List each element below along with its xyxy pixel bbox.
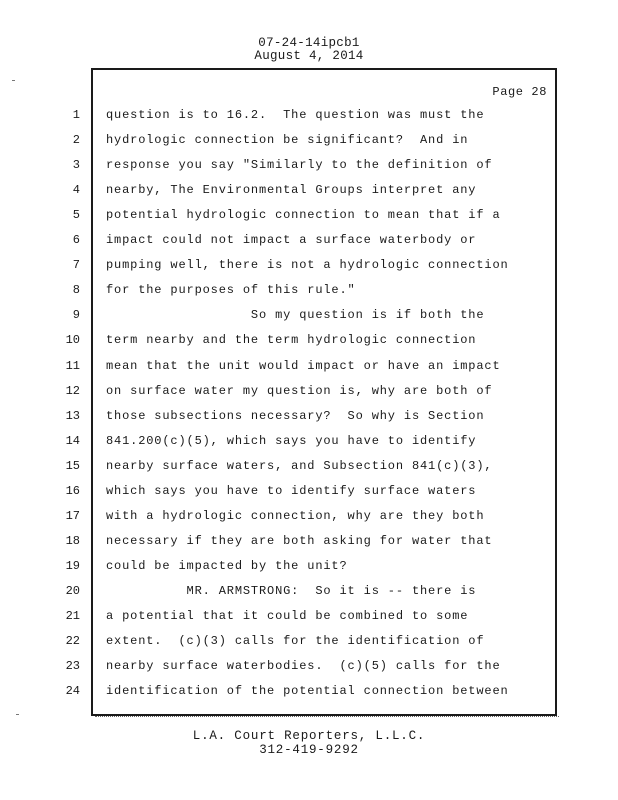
line-number: 15 (65, 459, 80, 473)
line-number: 6 (72, 233, 80, 247)
transcript-line-text: nearby surface waterbodies. (c)(5) calls for the (106, 659, 501, 673)
line-number: 2 (72, 133, 80, 147)
transcript-line-text: with a hydrologic connection, why are they both (106, 509, 485, 523)
transcript-line-text: potential hydrologic connection to mean that if a (106, 208, 501, 222)
transcript-line-text: pumping well, there is not a hydrologic connection (106, 258, 509, 272)
transcript-line-text: term nearby and the term hydrologic connection (106, 333, 477, 347)
line-number: 11 (65, 359, 80, 373)
transcript-line-text: 841.200(c)(5), which says you have to identify (106, 434, 477, 448)
transcript-line-text: for the purposes of this rule." (106, 283, 356, 297)
transcript-line-text: could be impacted by the unit? (106, 559, 348, 573)
transcript-line-text: those subsections necessary? So why is Section (106, 409, 485, 423)
transcript-line-text: nearby surface waters, and Subsection 841(c)(3), (106, 459, 493, 473)
line-number: 16 (65, 484, 80, 498)
transcript-line-text: response you say "Similarly to the definition of (106, 158, 493, 172)
transcript-line-text: impact could not impact a surface waterbody or (106, 233, 477, 247)
line-number: 18 (65, 534, 80, 548)
line-number: 17 (65, 509, 80, 523)
line-number: 20 (65, 584, 80, 598)
line-number: 21 (65, 609, 80, 623)
frame-bottom-edge (95, 716, 559, 719)
line-number: 5 (72, 208, 80, 222)
transcript-id-header: 07-24-14ipcb1 (258, 36, 360, 50)
transcript-line-text: So my question is if both the (106, 308, 485, 322)
page-number-label: Page 28 (492, 85, 547, 99)
transcript-line-text: mean that the unit would impact or have an impact (106, 359, 501, 373)
line-number: 9 (72, 308, 80, 322)
line-number: 22 (65, 634, 80, 648)
line-number: 10 (65, 333, 80, 347)
line-number: 8 (72, 283, 80, 297)
transcript-line-text: which says you have to identify surface waters (106, 484, 477, 498)
transcript-line-text: extent. (c)(3) calls for the identification of (106, 634, 485, 648)
line-number: 14 (65, 434, 80, 448)
line-number: 3 (72, 158, 80, 172)
court-reporter-name: L.A. Court Reporters, L.L.C. (192, 729, 426, 743)
transcript-line-text: necessary if they are both asking for water that (106, 534, 493, 548)
line-number: 7 (72, 258, 80, 272)
transcript-date-header: August 4, 2014 (254, 49, 364, 63)
transcript-line-text: on surface water my question is, why are both of (106, 384, 493, 398)
scan-speck (12, 80, 15, 81)
line-number: 1 (72, 108, 80, 122)
line-number: 13 (65, 409, 80, 423)
line-number: 23 (65, 659, 80, 673)
transcript-line-text: identification of the potential connection between (106, 684, 509, 698)
court-reporter-phone: 312-419-9292 (259, 743, 359, 757)
transcript-line-text: MR. ARMSTRONG: So it is -- there is (106, 584, 477, 598)
line-number: 24 (65, 684, 80, 698)
transcript-line-text: hydrologic connection be significant? And in (106, 133, 469, 147)
transcript-line-text: a potential that it could be combined to some (106, 609, 469, 623)
line-number: 12 (65, 384, 80, 398)
scan-speck (16, 714, 19, 715)
transcript-line-text: question is to 16.2. The question was must the (106, 108, 485, 122)
transcript-line-text: nearby, The Environmental Groups interpret any (106, 183, 477, 197)
line-number: 19 (65, 559, 80, 573)
line-number: 4 (72, 183, 80, 197)
